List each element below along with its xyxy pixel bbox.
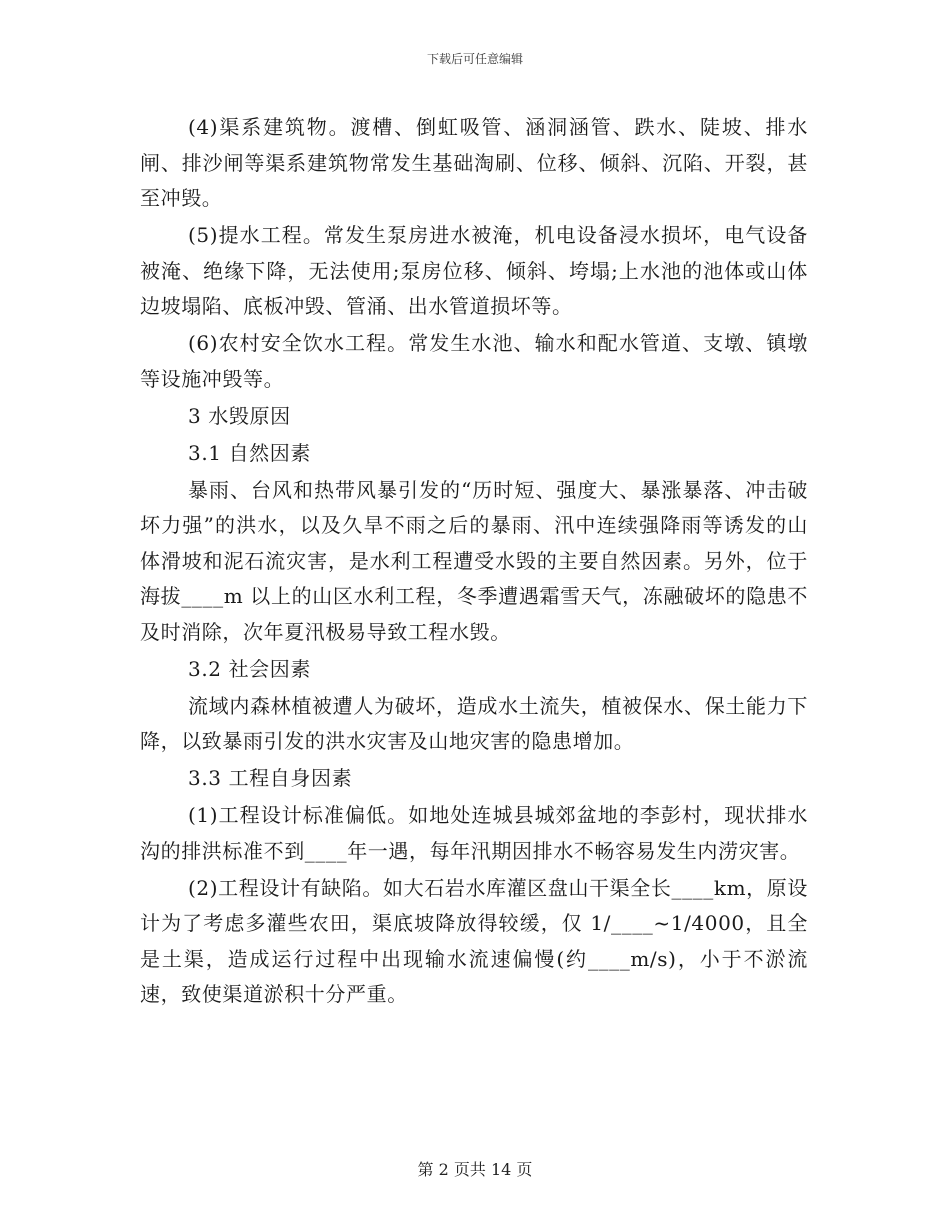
paragraph-natural-factors: 暴雨、台风和热带风暴引发的“历时短、强度大、暴涨暴落、冲击破坏力强”的洪水，以及久旱不雨之后的暴雨、汛中连续强降雨等诱发的山体滑坡和泥石流灾害，是水利工程遭受水毁的主要自然因素。另外，位于海拔____m 以上的山区水利工程，冬季遭遇霜雪天气，冻融破坏的隐患不及时消除，次年夏汛极易导致工程水毁。 xyxy=(140,477,808,644)
paragraph-social-factors: 流域内森林植被遭人为破坏，造成水土流失，植被保水、保土能力下降，以致暴雨引发的洪水灾害及山地灾害的隐患增加。 xyxy=(140,693,808,753)
page-header: 下载后可任意编辑 xyxy=(426,52,523,66)
section-heading-causes: 3 水毁原因 xyxy=(188,403,291,428)
document-body xyxy=(140,110,808,1013)
subsection-heading-engineering: 3.3 工程自身因素 xyxy=(188,766,353,790)
page-number: 第 2 页共 14 页 xyxy=(417,1160,533,1179)
paragraph-design-defect: (2)工程设计有缺陷。如大石岩水库灌区盘山干渠全长____km，原设计为了考虑多灌些农田，渠底坡降放得较缓，仅 1/____~1/4000，且全是土渠，造成运行过程中出现输水流速偏慢(约____m/s)，小于不淤流速，致使渠道淤积十分严重。 xyxy=(140,875,808,1006)
paragraph-design-standard: (1)工程设计标准偏低。如地处连城县城郊盆地的李彭村，现状排水沟的排洪标准不到____年一遇，每年汛期因排水不畅容易发生内涝灾害。 xyxy=(140,803,808,863)
paragraph-pumping-works: (5)提水工程。常发生泵房进水被淹，机电设备浸水损坏，电气设备被淹、绝缘下降，无法使用;泵房位移、倾斜、垮塌;上水池的池体或山体边坡塌陷、底板冲毁、管涌、出水管道损坏等。 xyxy=(140,223,808,318)
paragraph-drainage-structures: (4)渠系建筑物。渡槽、倒虹吸管、涵洞涵管、跌水、陡坡、排水闸、排沙闸等渠系建筑物常发生基础淘刷、位移、倾斜、沉陷、开裂，甚至冲毁。 xyxy=(140,115,808,210)
paragraph-drinking-water: (6)农村安全饮水工程。常发生水池、输水和配水管道、支墩、镇墩等设施冲毁等。 xyxy=(140,331,808,391)
subsection-heading-social: 3.2 社会因素 xyxy=(188,656,311,681)
subsection-heading-natural: 3.1 自然因素 xyxy=(188,440,311,465)
